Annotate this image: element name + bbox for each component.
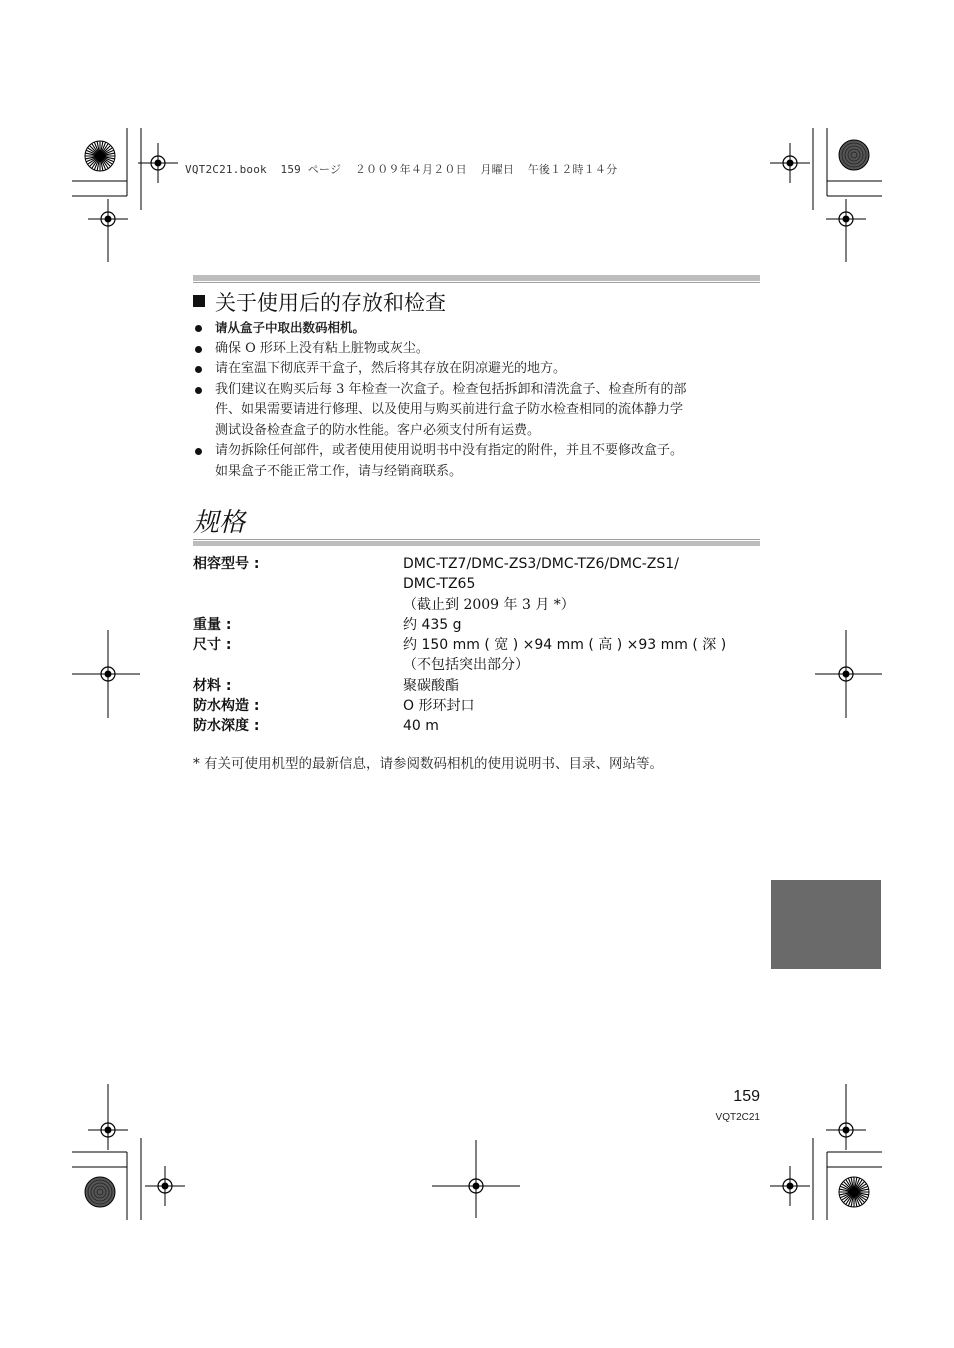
spec-row: 重量 : 约 435 g <box>193 616 462 633</box>
specs-table <box>193 554 758 737</box>
page-number: 159 <box>733 1088 760 1105</box>
registration-target-icon <box>826 1110 866 1150</box>
star-target-icon <box>85 141 115 171</box>
spec-row: 材料 : 聚碳酸酯 <box>193 677 459 694</box>
specs-rule <box>193 541 760 546</box>
crop-mark-top-left <box>72 128 178 262</box>
registration-target-icon <box>138 143 178 183</box>
list-item: 确保 O 形环上没有粘上脏物或灰尘。 <box>193 339 753 360</box>
spec-row: 防水构造 : O 形环封口 <box>193 698 475 715</box>
crop-mark-bottom-right <box>770 1084 882 1220</box>
specs-section-title: 规格 <box>193 508 246 538</box>
care-bullet-list <box>193 318 753 482</box>
section-rule-thin <box>193 282 760 283</box>
dark-target-icon <box>839 140 869 170</box>
list-item: 请从盒子中取出数码相机。 <box>193 318 753 339</box>
registration-target-icon <box>770 1166 810 1206</box>
list-item: 请在室温下彻底弄干盒子，然后将其存放在阴凉避光的地方。 <box>193 359 753 380</box>
list-item: 请勿拆除任何部件，或者使用使用说明书中没有指定的附件，并且不要修改盒子。 如果盒子不能正常工作，请与经销商联系。 <box>193 441 753 482</box>
list-item: 我们建议在购买后每 3 年检查一次盒子。检查包括拆卸和清洗盒子、检查所有的部 件、如果需要请进行修理、以及使用与购买前进行盒子防水检查相同的流体静力学 测试设备检查盒子的防水性能。客户必须支付所有运费。 <box>193 380 753 442</box>
crop-mark-bottom-left <box>72 1084 185 1220</box>
print-info-line: VQT2C21.book 159 ページ ２００９年４月２０日 月曜日 午後１２時１４分 <box>185 163 618 176</box>
dark-target-icon <box>85 1177 115 1207</box>
registration-target-icon <box>88 1110 128 1150</box>
care-section-title: 关于使用后的存放和检查 <box>193 289 446 317</box>
document-code: VQT2C21 <box>715 1112 760 1123</box>
chapter-tab <box>771 880 881 969</box>
specs-rule-thin <box>193 539 760 540</box>
registration-target-icon <box>145 1166 185 1206</box>
spec-row: 防水深度 : 40 m <box>193 718 439 735</box>
specs-footnote: * 有关可使用机型的最新信息，请参阅数码相机的使用说明书、目录、网站等。 <box>193 756 664 772</box>
registration-target-icon <box>770 143 810 183</box>
star-target-icon <box>839 1177 869 1207</box>
spec-row: 相容型号 : DMC-TZ7/DMC-ZS3/DMC-TZ6/DMC-ZS1/ DMC-TZ65 （截止到 2009 年 3 月 *） <box>193 556 679 613</box>
square-bullet-icon <box>193 295 205 307</box>
spec-row: 尺寸 : 约 150 mm ( 宽 ) ×94 mm ( 高 ) ×93 mm ( 深 ) （不包括突出部分） <box>193 637 727 674</box>
section-rule <box>193 275 760 281</box>
crop-mark-top-right <box>770 128 882 262</box>
